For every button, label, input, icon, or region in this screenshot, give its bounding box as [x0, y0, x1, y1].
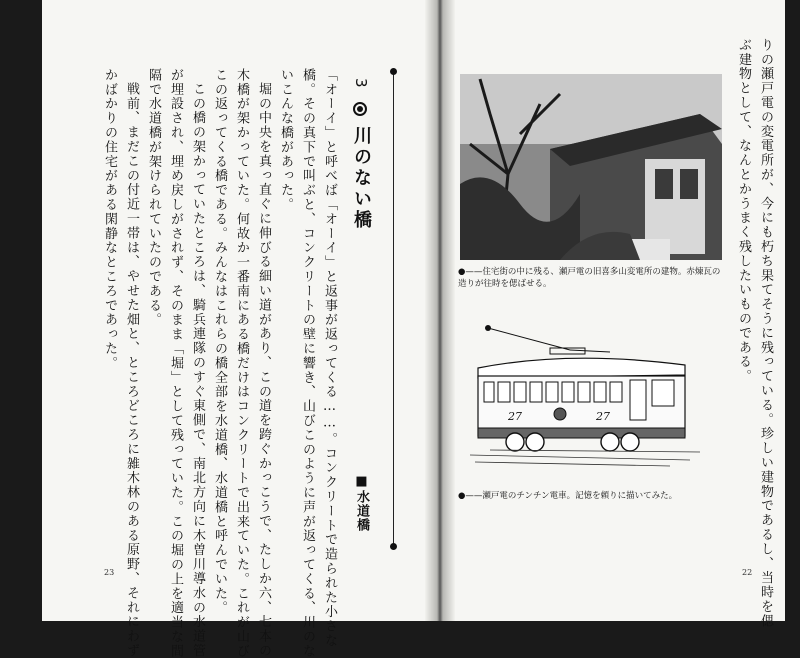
photo-caption: ●——住宅街の中に残る、瀬戸電の旧喜多山変電所の建物。赤煉瓦の造りが往時を偲ばせる。 — [458, 267, 721, 289]
left-line-7: この橋の架かっていたところは、騎兵連隊のすぐ東側で、南北方向に木曽川導水の水道管 — [190, 82, 205, 658]
left-line-1: 「オーイ」と呼べば「オーイ」と返事が返ってくる……。コンクリートで造られた小さな — [322, 68, 337, 648]
left-line-3: いこんな橋があった。 — [278, 68, 293, 212]
substation-photo — [460, 74, 722, 260]
chapter-number: 3 — [352, 78, 370, 94]
left-line-9: 隔で水道橋が架けられていたのである。 — [146, 68, 161, 328]
book-gutter — [425, 0, 455, 621]
left-line-5: 木橋が架かっていた。何故か一番南にある橋だけはコンクリートで出来ていた。これが山び — [234, 68, 249, 658]
section-heading: ■水道橋 — [354, 474, 369, 532]
title-rule — [393, 72, 394, 544]
rule-dot-bottom — [390, 543, 397, 550]
right-line-2: ぶ建物として、なんとかうまく残したいものである。 — [736, 38, 751, 384]
page-number-right: 22 — [742, 568, 753, 577]
bullet-ring-icon — [353, 102, 367, 116]
tram-drawing — [470, 310, 700, 470]
tram-number-side: 27 — [596, 410, 610, 423]
left-line-4: 堀の中央を真っ直ぐに伸びる細い道があり、この道を跨ぐかっこうで、たしか六、七本の — [256, 82, 271, 658]
rule-dot-top — [390, 68, 397, 75]
left-line-10: 戦前、まだこの付近一帯は、やせた畑と、ところどころに雑木林のある原野、それにわず — [124, 82, 139, 658]
chapter-title-block — [344, 66, 384, 556]
left-line-11: かばかりの住宅がある閑静なところであった。 — [102, 68, 117, 371]
right-line-1: りの瀬戸電の変電所が、今にも朽ち果てそうに残っている。珍しい建物であるし、当時を偲 — [758, 38, 773, 629]
left-line-8: が埋設され、埋め戻しがされず、そのまま「堀」として残っていた。この堀の上を適当な間 — [168, 68, 183, 658]
chapter-title: 川のない橋 — [351, 126, 372, 231]
tram-number-front: 27 — [508, 410, 522, 423]
left-line-2: 橋。その真下で叫ぶと、コンクリートの壁に響き、山びこのように声が返ってくる、川のな — [300, 68, 315, 658]
left-line-6: この返ってくる橋である。みんなはこれらの橋全部を水道橋、水道橋と呼んでいた。 — [212, 68, 227, 616]
drawing-caption: ●——瀬戸電のチンチン電車。記憶を頼りに描いてみた。 — [458, 491, 678, 501]
page-number-left: 23 — [104, 568, 115, 577]
